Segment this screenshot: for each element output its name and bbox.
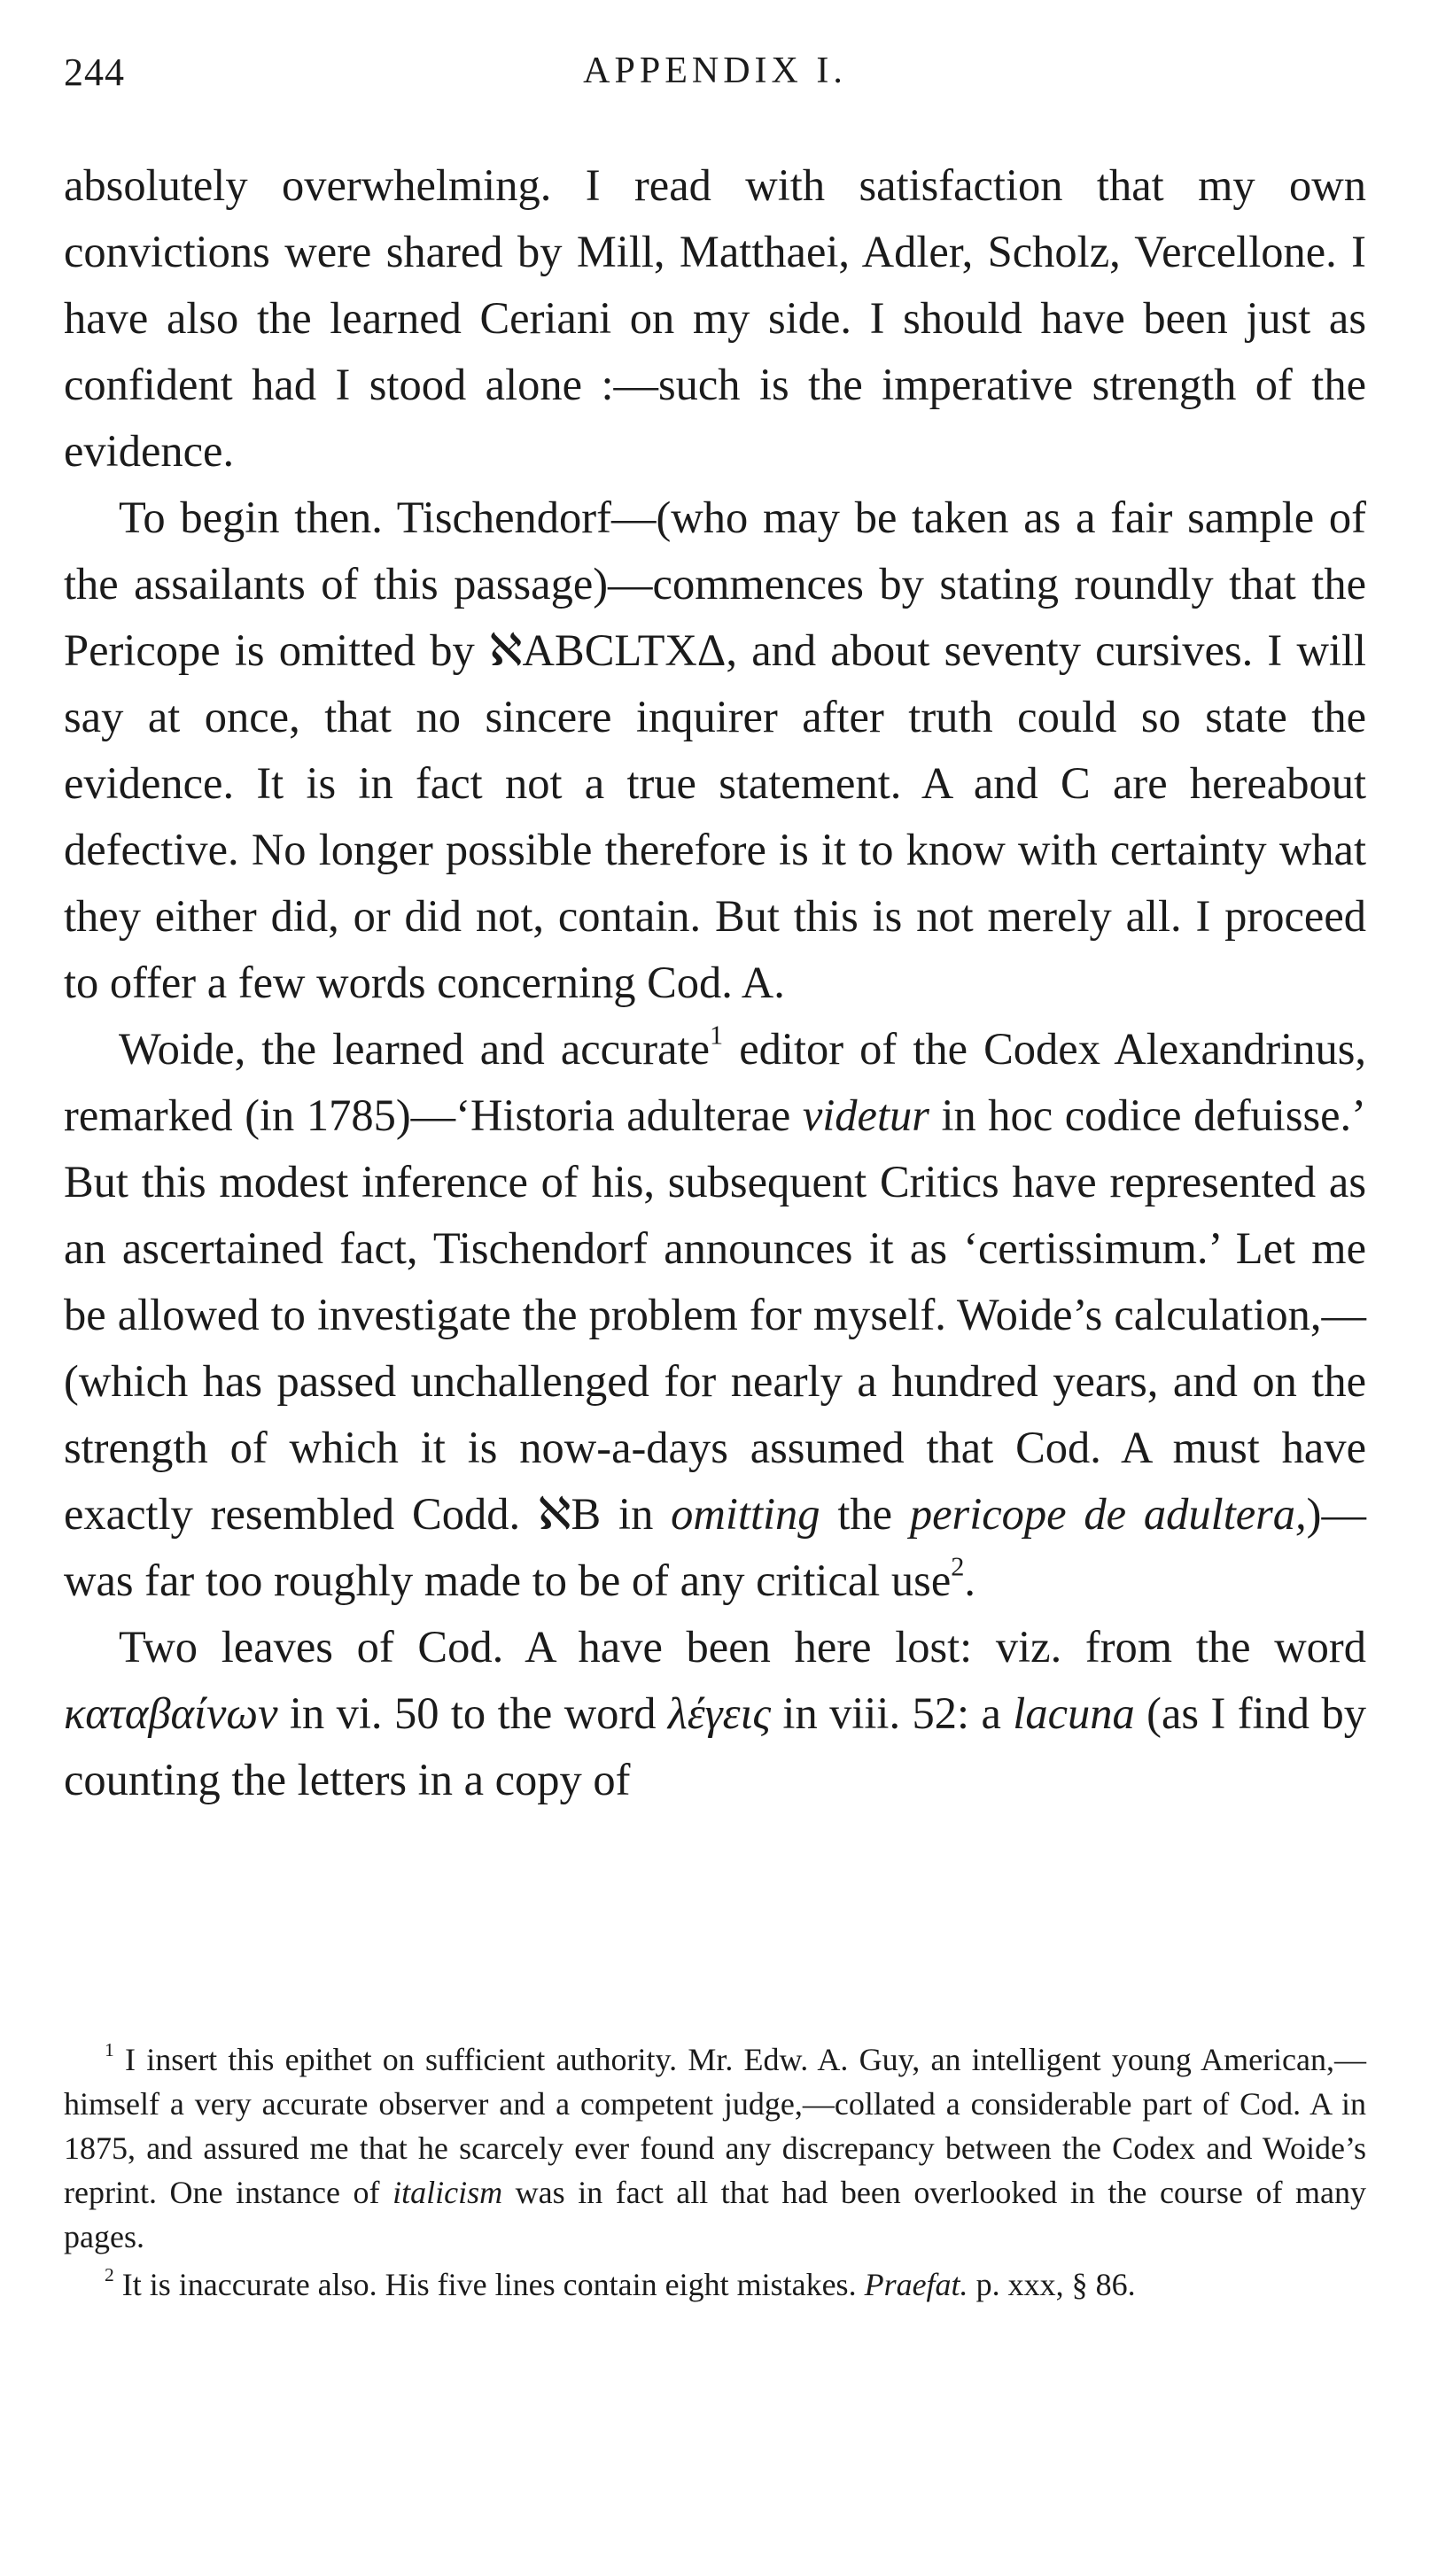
footnote-1 <box>64 2037 1366 2259</box>
italic-omitting: omitting <box>671 1489 820 1539</box>
paragraph-3-text: the <box>820 1489 910 1539</box>
paragraph-4-text: (as I find by counting the letters in a copy of <box>64 1688 1366 1804</box>
paragraph-3 <box>64 1016 1366 1614</box>
footnote-ref-2: 2 <box>951 1551 965 1582</box>
paragraph-4-text: Two leaves of Cod. A have been here lost: viz. from the word <box>119 1622 1366 1672</box>
paragraph-4-text: in vi. 50 to the word <box>277 1688 668 1738</box>
paragraph-3-text: editor of the Codex Alexandrinus, remarked (in 1785)—‘Historia adulterae <box>64 1024 1366 1140</box>
running-title: APPENDIX I. <box>583 50 847 91</box>
italic-lacuna: lacuna <box>1013 1688 1135 1738</box>
paragraph-3-text: . <box>964 1556 976 1605</box>
italic-pericope: pericope de adultera, <box>909 1489 1307 1539</box>
paragraph-3-text: )—was far too roughly made to be of any critical use <box>64 1489 1366 1605</box>
footnote-1-text: was in fact all that had been overlooked in the course of many pages. <box>64 2175 1366 2254</box>
paragraph-3-text: in hoc codice defuisse.’ But this modest inference of his, subsequent Critics have represented as an ascertained fact, Tischendorf announces it as ‘certissimum.’ Let me be allowed to investigate the problem for myself. Woide’s calculation,—(which has passed unchallenged for nearly a hundred years, and on the strength of which it is now-a-days assumed that Cod. A must have exactly resembled Codd. ℵB in <box>64 1090 1366 1539</box>
paragraph-1: absolutely overwhelming. I read with satisfaction that my own convictions were shared by Mill, Matthaei, Adler, Scholz, Vercellone. I have also the learned Ceriani on my side. I should have been just as confident had I stood alone :—such is the imperative strength of the evidence. <box>64 160 1366 476</box>
italic-praefat: Praefat. <box>864 2267 968 2302</box>
running-head <box>64 50 1366 112</box>
footnote-2-marker: 2 <box>105 2263 114 2285</box>
paragraph-4 <box>64 1614 1366 1813</box>
footnote-2 <box>64 2262 1366 2307</box>
footnote-2-text: p. xxx, § 86. <box>968 2267 1136 2302</box>
footnote-2-text: It is inaccurate also. His five lines contain eight mistakes. <box>113 2267 865 2302</box>
body-text <box>64 152 1366 1813</box>
greek-word: καταβαίνων <box>64 1688 278 1738</box>
greek-word: λέγεις <box>667 1688 771 1738</box>
paragraph-4-text: in viii. 52: a <box>771 1688 1014 1738</box>
footnote-1-text: I insert this epithet on sufficient authority. Mr. Edw. A. Guy, an intelligent young American,—himself a very accurate observer and a competent judge,—collated a considerable part of Cod. A in 1875, and assured me that he scarcely ever found any discrepancy between the Codex and Woide’s reprint. One instance of <box>64 2042 1366 2210</box>
footnotes <box>64 2037 1366 2307</box>
italic-videtur: videtur <box>802 1090 929 1140</box>
footnote-1-marker: 1 <box>105 2038 114 2060</box>
paragraph-2: To begin then. Tischendorf—(who may be taken as a fair sample of the assailants of this passage)—commences by stating roundly that the Pericope is omitted by ℵABCLTXΔ, and about seventy cursives. I will say at once, that no sincere inquirer after truth could so state the evidence. It is in fact not a true statement. A and C are hereabout defective. No longer possible therefore is it to know with certainty what they either did, or did not, contain. But this is not merely all. I proceed to offer a few words concerning Cod. A. <box>64 493 1366 1007</box>
footnote-ref-1: 1 <box>709 1020 724 1051</box>
italic-italicism: italicism <box>392 2175 503 2210</box>
page-number: 244 <box>64 50 125 94</box>
paragraph-3-text: Woide, the learned and accurate <box>119 1024 710 1074</box>
